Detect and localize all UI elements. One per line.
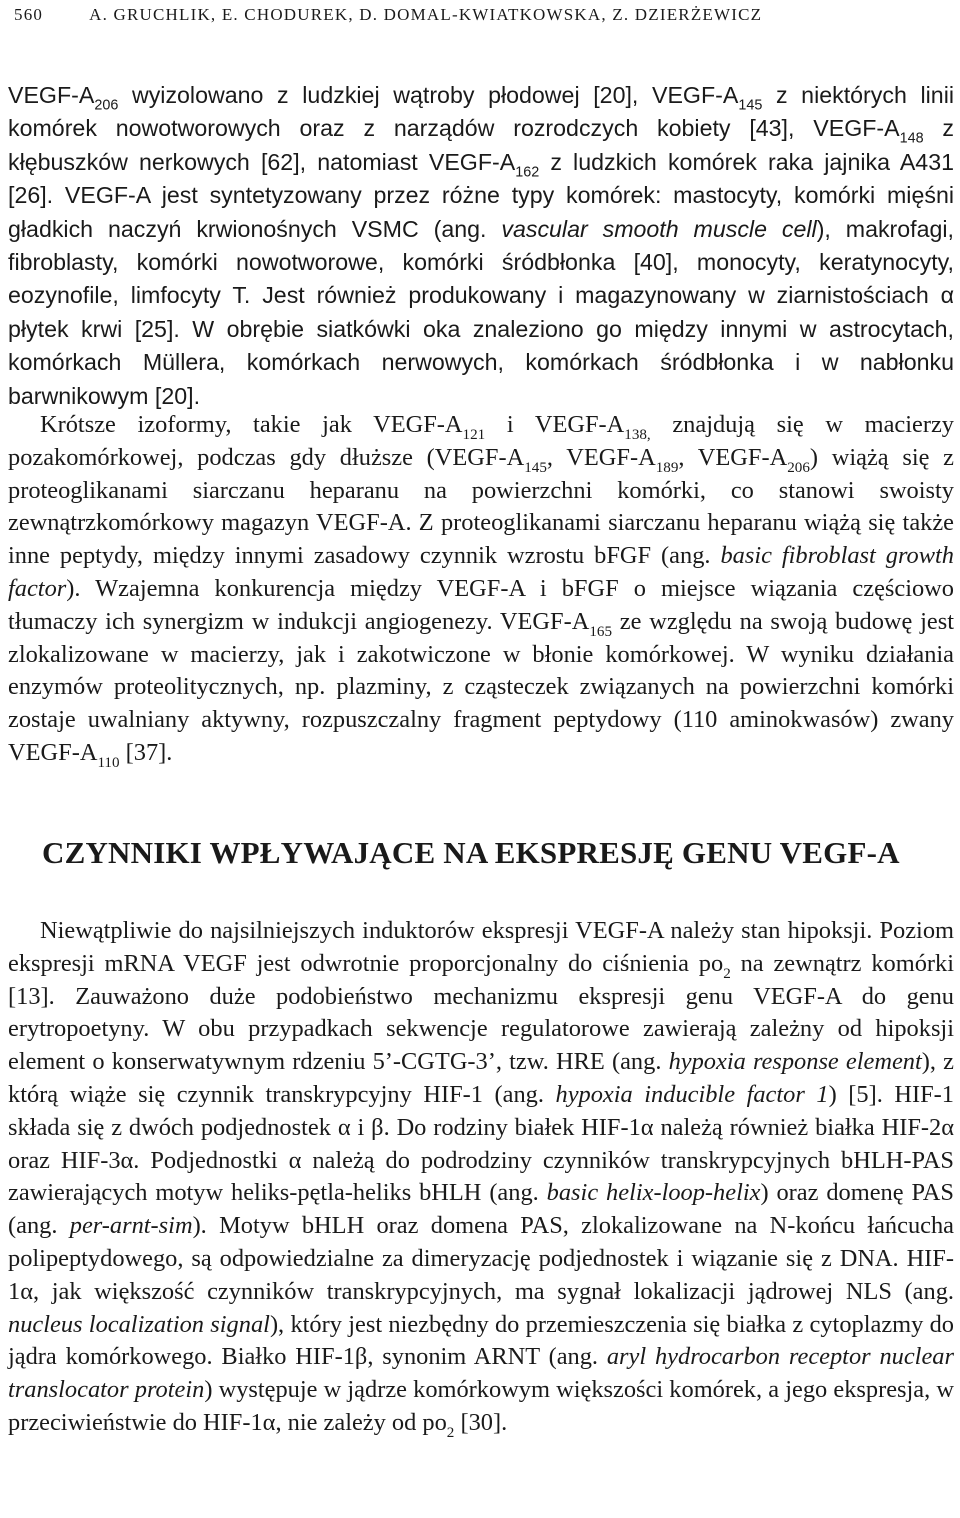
text-run: , VEGF-A [546,443,656,471]
text-run: ). Wzajemna konkurencja między VEGF-A i bFGF o miejsce wiązania częściowo tłumaczy ich synergizm w indukcji angiogenezy. VEGF-A [8,574,954,635]
text-run: z ludzkich komórek raka jajnika A431 [26]. VEGF-A jest syntetyzowany przez różne typy komórek: mastocyty, komórki mięśni gładkich naczyń krwionośnych VSMC (ang. [8,148,954,242]
paragraph-isoforms [8,409,954,770]
running-head [14,0,954,30]
text-run: ) [5]. HIF-1 składa się z dwóch podjednostek α i β. Do rodziny białek HIF-1α należą również białka HIF-2α oraz HIF-3α. Podjednostki α należą do podrodziny czynników transkrypcyjnych bHLH-PAS zawierających motyw heliks-pętla-heliks bHLH (ang. [8,1080,954,1207]
italic-term: hypoxia response element [668,1048,922,1076]
text-run: ) występuje w jądrze komórkowym większości komórek, a jego ekspresja, w przeciwieństwie do HIF-1α, nie zależy od po [8,1376,954,1436]
italic-term: per-arnt-sim [69,1212,193,1240]
paragraph-vegf-sources [8,79,954,413]
text-run: ). Motyw bHLH oraz domena PAS, zlokalizowane na N-końcu łańcucha polipeptydowego, są odpowiedzialne za dimeryzację podjednostek i wiązanie się z DNA. HIF-1α, jak większość czynników transkrypcyjnych, ma sygnał lokalizacji jądrowej NLS (ang. [8,1212,954,1305]
text-run: Krótsze izoformy, takie jak VEGF-A [40,411,463,438]
italic-term: nucleus localization signal [8,1310,270,1338]
subscript-text: 121 [462,426,486,443]
text-run: Niewątpliwie do najsilniejszych induktorów ekspresji VEGF-A należy stan hipoksji. Poziom ekspresji mRNA VEGF jest odwrotnie proporcjonalny do ciśnienia po [8,917,954,977]
text-run: ), makrofagi, fibroblasty, komórki nowotworowe, komórki śródbłonka [40], monocyty, keratynocyty, eozynofile, limfocyty T. Jest również produkowany i magazynowany w ziarnistościach α płytek krwi [25]. W obrębie siatkówki oka znaleziono go między innymi w astrocytach, komórkach Müllera, komórkach nerwowych, komórkach śródbłonka i w nabłonku barwnikowym [20]. [8,215,955,409]
text-run: i VEGF-A [485,411,625,438]
text-run: [30]. [454,1408,508,1436]
text-run: ze względu na swoją budowę jest zlokalizowane w macierzy, jak i zakotwiczone w błonie komórkowej. W wyniku działania enzymów proteolitycznych, np. plazminy, z cząsteczek związanych na powierzchni komórki zostaje uwalniany aktywny, rozpuszczalny fragment peptydowy (110 aminokwasów) zwany VEGF-A [8,607,954,766]
text-run: wyizolowano z ludzkiej wątroby płodowej [20], VEGF-A [118,82,739,108]
subscript-text: 206 [787,459,810,476]
text-run: ), który jest niezbędny do przemieszczenia się białka z cytoplazmy do jądra komórkowego. Białko HIF-1β, synonim ARNT (ang. [8,1310,955,1371]
subscript-text: 162 [515,164,540,181]
subscript-text: 2 [446,1424,455,1441]
section-heading: CZYNNIKI WPŁYWAJĄCE NA EKSPRESJĘ GENU VEGF-A [42,835,900,870]
text-run: ) oraz domenę PAS (ang. [8,1179,954,1240]
subscript-text: 110 [97,754,120,771]
text-run: znajdują się w macierzy pozakomórkowej, podczas gdy dłuższe (VEGF-A [8,411,954,471]
subscript-text: 138, [624,426,651,443]
subscript-text: 165 [589,623,613,640]
text-run: z niektórych linii komórek nowotworowych oraz z narządów rozrodczych kobiety [43], VEGF-A [8,82,955,142]
text-run: ), z którą wiąże się czynnik transkrypcyjny HIF-1 (ang. [8,1048,954,1108]
subscript-text: 189 [655,459,679,476]
paragraph-hypoxia [8,915,954,1440]
text-run: na zewnątrz komórki [13]. Zauważono duże podobieństwo mechanizmu ekspresji genu VEGF-A do genu erytropoetyny. W obu przypadkach sekwencje regulatorowe zawierają zależny od hipoksji element o konserwatywnym rdzeniu 5’-CGTG-3’, tzw. HRE (ang. [8,949,955,1076]
text-run: z kłębuszków nerkowych [62], natomiast VEGF-A [8,115,954,175]
page-number: 560 [14,5,44,24]
text-run: , VEGF-A [678,443,788,471]
subscript-text: 145 [738,97,763,114]
subscript-text: 148 [899,130,924,147]
subscript-text: 206 [94,97,119,114]
text-run: ) wiążą się z proteoglikanami siarczanu heparanu na powierzchni komórki, co stanowi swoisty zewnątrzkomórkowy magazyn VEGF-A. Z proteoglikanami siarczanu heparanu wiążą się także inne peptydy, między innymi zasadowy czynnik wzrostu bFGF (ang. [8,443,954,570]
italic-term: aryl hydrocarbon receptor nuclear translocator protein [8,1343,954,1404]
italic-term: basic fibroblast growth factor [8,542,954,602]
text-run: [37]. [119,738,173,766]
author-list: A. GRUCHLIK, E. CHODUREK, D. DOMAL-KWIATKOWSKA, Z. DZIERŻEWICZ [89,5,763,24]
italic-term: vascular smooth muscle cell [501,215,817,242]
italic-term: hypoxia inducible factor 1 [555,1080,829,1108]
italic-term: basic helix-loop-helix [546,1179,761,1207]
subscript-text: 2 [723,965,731,982]
subscript-text: 145 [524,459,547,476]
text-run: VEGF-A [8,82,95,108]
